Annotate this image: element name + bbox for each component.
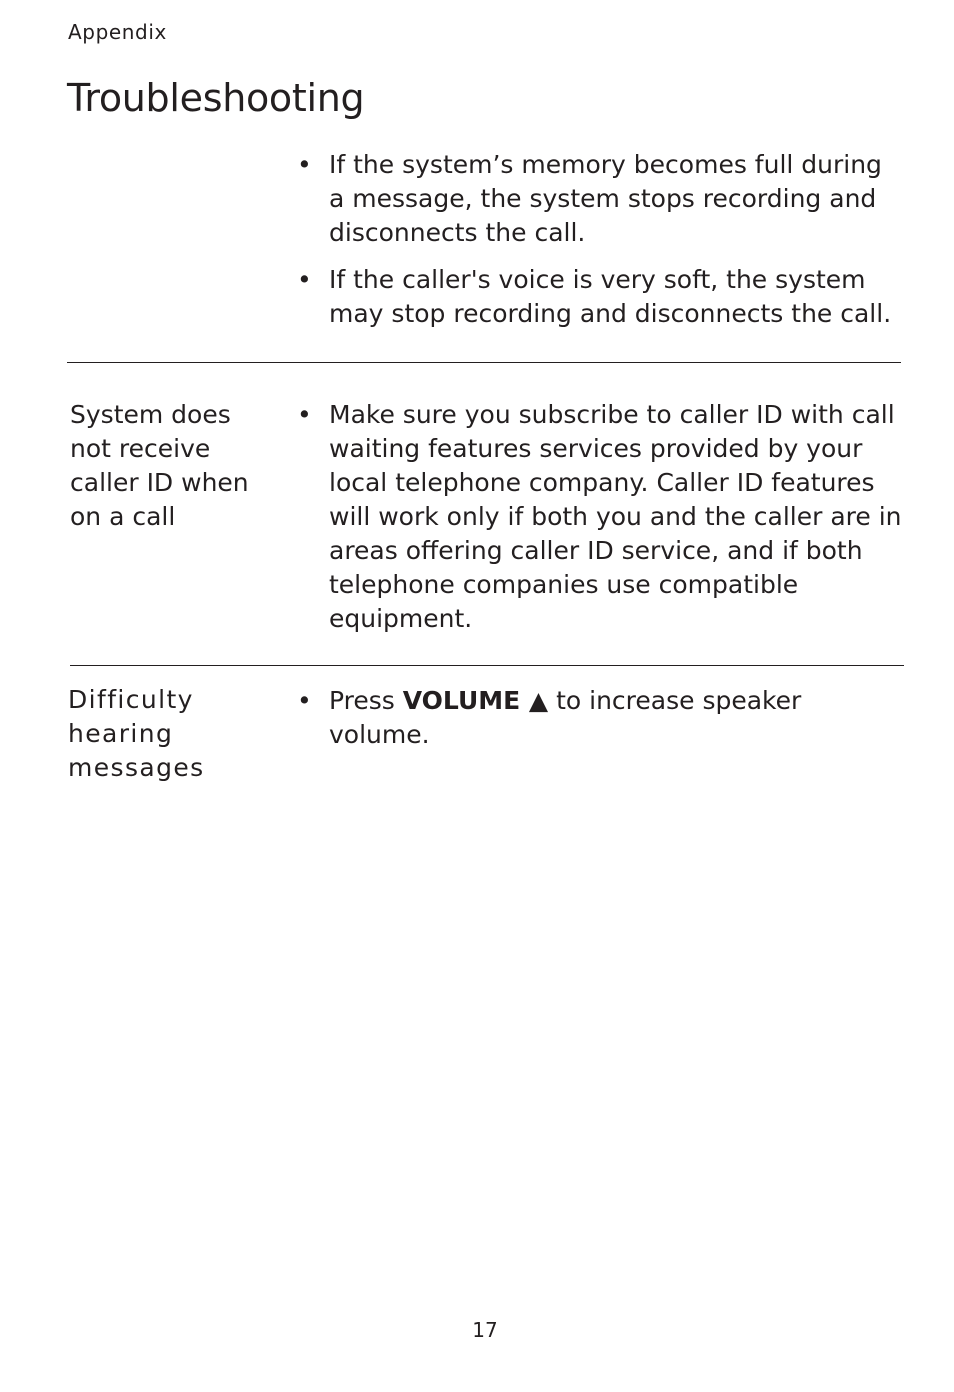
- row-1-solutions: [297, 398, 917, 636]
- bullet-icon: •: [297, 150, 312, 179]
- bullet-item: [297, 684, 849, 752]
- section-label: Appendix: [68, 20, 167, 44]
- bullet-text-prefix: Press: [329, 686, 403, 715]
- bullet-icon: •: [297, 686, 312, 715]
- problem-label-caller-id: System does not receive caller ID when on a call: [70, 400, 249, 531]
- row-divider: [67, 362, 901, 363]
- bullet-item: [297, 148, 894, 250]
- page-title: Troubleshooting: [67, 76, 365, 120]
- row-0-solutions: [297, 148, 917, 331]
- row-2-solutions: [297, 684, 917, 752]
- bullet-item: [297, 263, 909, 331]
- volume-key-label: VOLUME ▲: [402, 686, 549, 715]
- page-number: 17: [472, 1318, 498, 1342]
- bullet-text: If the system’s memory becomes full during a message, the system stops recording and disconnects the call.: [329, 150, 882, 247]
- bullet-item: [297, 398, 909, 636]
- bullet-text: If the caller's voice is very soft, the system may stop recording and disconnects the call.: [329, 265, 892, 328]
- bullet-icon: •: [297, 265, 312, 294]
- bullet-text-suffix: to increase speaker volume.: [329, 686, 802, 749]
- row-divider: [70, 665, 904, 666]
- bullet-text: Make sure you subscribe to caller ID with call waiting features services provided by your local telephone company. Caller ID features will work only if both you and the caller are in areas offering caller ID service, and if both telephone companies use compatible equipment.: [329, 400, 902, 633]
- problem-label-hearing: Difficulty hearing messages: [68, 685, 205, 782]
- bullet-icon: •: [297, 400, 312, 429]
